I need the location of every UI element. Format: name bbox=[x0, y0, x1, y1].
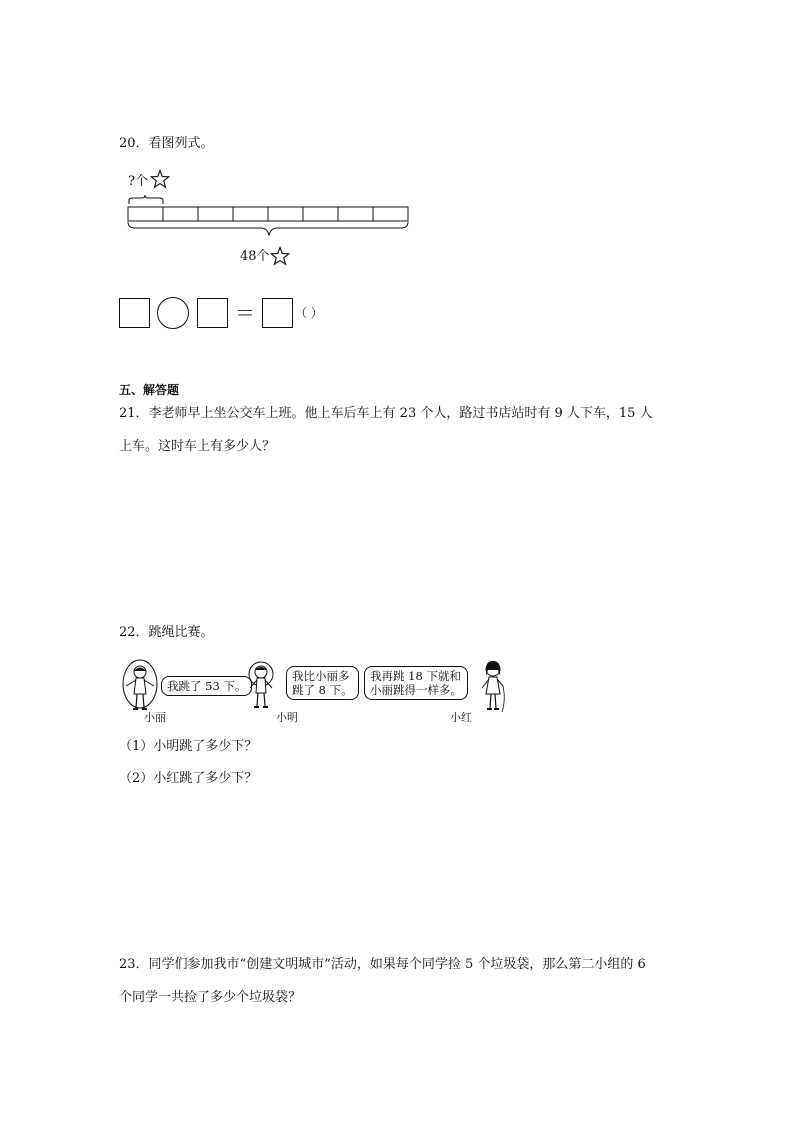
answer-box-3[interactable] bbox=[262, 298, 293, 328]
equals-sign: ＝ bbox=[235, 301, 255, 325]
section-heading: 五、解答题 bbox=[119, 383, 180, 397]
name-xiaoli: 小丽 bbox=[144, 711, 166, 724]
q21-line1: 21．李老师早上坐公交车上班。他上车后车上有 23 个人，路过书店站时有 9 人下车，15 人 bbox=[119, 406, 653, 421]
bar-segment bbox=[163, 207, 198, 221]
q23-line1: 23．同学们参加我市“创建文明城市”活动，如果每个同学捡 5 个垃圾袋，那么第二小组的 6 bbox=[119, 957, 646, 972]
part-label: ?个 bbox=[128, 174, 148, 189]
segment-bar-diagram bbox=[125, 190, 415, 250]
bar-segment bbox=[303, 207, 338, 221]
bar-segment bbox=[233, 207, 268, 221]
name-xiaohong: 小红 bbox=[450, 711, 472, 724]
q21-line2: 上车。这时车上有多少人？ bbox=[119, 439, 276, 454]
bubble-text-line2: 小丽跳得一样多。 bbox=[370, 683, 462, 697]
bar-segment bbox=[198, 207, 233, 221]
q20-title: 20．看图列式。 bbox=[119, 136, 214, 151]
star-outline-icon bbox=[270, 246, 290, 266]
bar-segment bbox=[268, 207, 303, 221]
boy-jumping-rope-illustration bbox=[244, 660, 278, 712]
speech-bubble-xiaohong bbox=[364, 666, 468, 700]
q22-sub2: （2）小红跳了多少下？ bbox=[119, 771, 258, 786]
speech-bubble-xiaoming bbox=[286, 666, 359, 700]
answer-box-2[interactable] bbox=[197, 298, 228, 328]
name-xiaoming: 小明 bbox=[276, 711, 298, 724]
total-label: 48个 bbox=[240, 249, 270, 264]
answer-box-1[interactable] bbox=[119, 298, 150, 328]
bar-segment bbox=[128, 207, 163, 221]
unit-paren[interactable]: （ ） bbox=[295, 306, 323, 320]
bubble-text-line2: 跳了 8 下。 bbox=[292, 683, 353, 697]
q22-title: 22．跳绳比赛。 bbox=[119, 625, 214, 640]
segment-bar bbox=[128, 207, 408, 221]
girl-standing-illustration bbox=[478, 660, 508, 716]
star-outline-icon bbox=[150, 169, 170, 189]
bar-segment bbox=[338, 207, 373, 221]
bubble-text-line1: 我再跳 18 下就和 bbox=[370, 669, 461, 683]
q23-line2: 个同学一共捡了多少个垃圾袋？ bbox=[119, 990, 302, 1005]
bubble-text: 我跳了 53 下。 bbox=[167, 679, 247, 693]
bar-segment bbox=[373, 207, 408, 221]
bubble-text-line1: 我比小丽多 bbox=[292, 669, 350, 683]
speech-bubble-xiaoli bbox=[161, 676, 252, 696]
q22-sub1: （1）小明跳了多少下？ bbox=[119, 739, 258, 754]
operator-circle[interactable] bbox=[157, 297, 189, 329]
